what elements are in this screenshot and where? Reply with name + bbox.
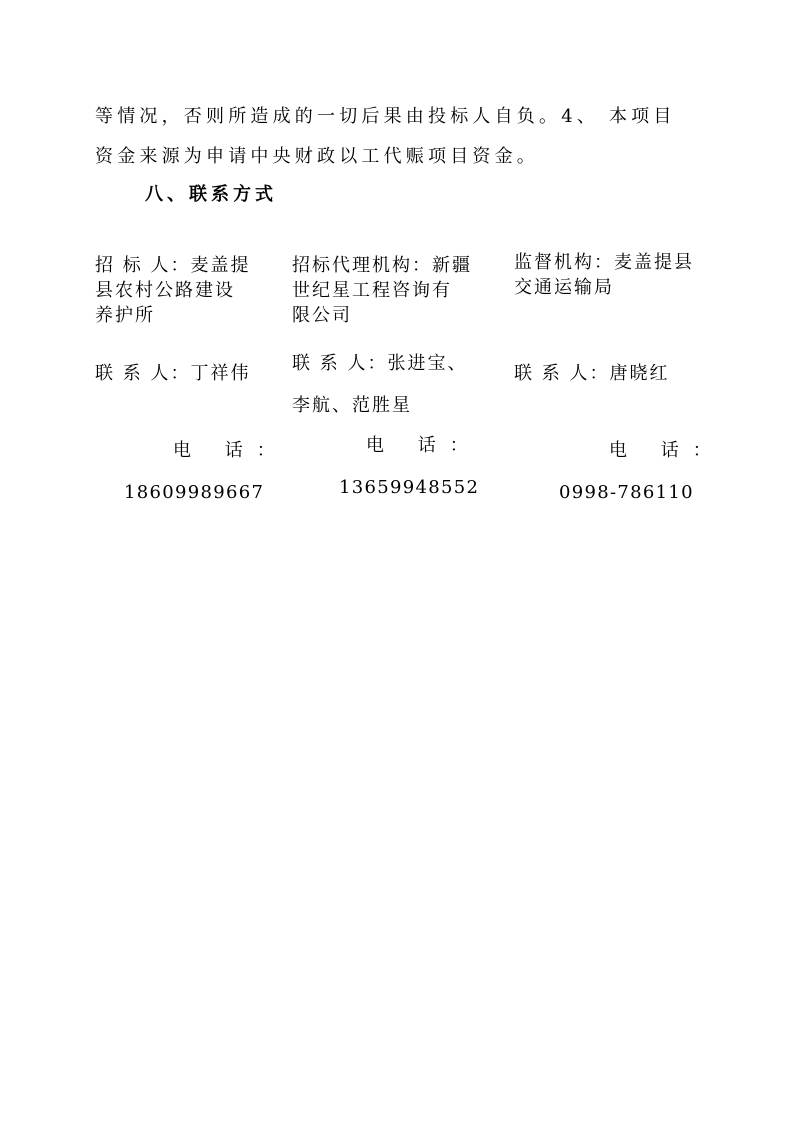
tenderer-line-2: 县农村公路建设 (95, 280, 235, 301)
paragraph-line-1: 等情况，否则所造成的一切后果由投标人自负。4、 本项目 (95, 106, 676, 127)
agency-phone-label: 电 话： (366, 435, 482, 456)
agency-phone-number: 13659948552 (339, 477, 480, 498)
section-heading: 八、联系方式 (145, 184, 277, 205)
tenderer-block (95, 253, 250, 328)
tenderer-contact-person: 联 系 人：丁祥伟 (95, 363, 251, 384)
paragraph-line-2: 资金来源为申请中央财政以工代赈项目资金。 (95, 146, 539, 167)
tenderer-phone-label: 电 话： (173, 440, 289, 461)
supervisor-block (514, 250, 694, 300)
agency-block (292, 253, 472, 328)
agency-person-line-2: 李航、范胜星 (292, 395, 412, 416)
agency-contact-person (292, 343, 467, 427)
supervisor-line-2: 交通运输局 (514, 277, 614, 298)
agency-line-3: 限公司 (292, 305, 352, 326)
tenderer-line-1: 招 标 人：麦盖提 (95, 255, 251, 276)
agency-person-line-1: 联 系 人：张进宝、 (292, 353, 468, 374)
supervisor-phone-label: 电 话： (609, 440, 725, 461)
agency-line-1: 招标代理机构：新疆 (292, 255, 472, 276)
tenderer-phone-number: 18609989667 (124, 482, 265, 503)
supervisor-line-1: 监督机构：麦盖提县 (514, 252, 694, 273)
supervisor-phone-number: 0998-786110 (559, 482, 694, 503)
agency-line-2: 世纪星工程咨询有 (292, 280, 452, 301)
supervisor-contact-person: 联 系 人：唐晓红 (514, 363, 670, 384)
tenderer-line-3: 养护所 (95, 305, 155, 326)
